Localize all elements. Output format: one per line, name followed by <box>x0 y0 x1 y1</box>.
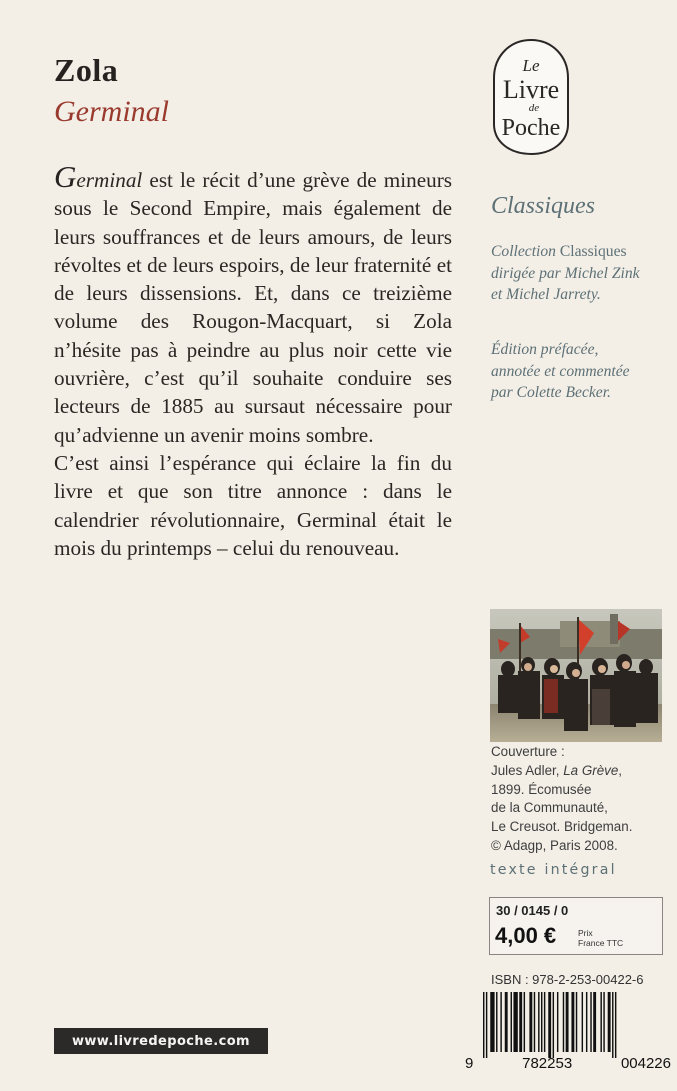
author-name: Zola <box>54 52 119 88</box>
barcode-bar <box>586 992 587 1052</box>
barcode-digit-group-2: 782253 <box>522 1055 573 1072</box>
cover-painting <box>490 609 662 742</box>
barcode-bar <box>505 992 508 1052</box>
blurb-paragraph-1-text: est le récit d’une grève de mineurs sous le Second Empire, mais également de leurs souffrances et de leurs amours, de leurs révoltes et de leurs espoirs, de leur fraternité et de leurs dissensions. Et, dans ce treizième volume des Rougon-Macquart, si Zola n’hésite pas à peindre au plus noir cette vie ouvrière, c’est qu’il souhaite conduire ses lecteurs de 1885 au sursaut nécessaire pour qu’advienne un avenir moins sombre. <box>54 168 452 447</box>
collection-line-3: et Michel Jarrety. <box>491 286 601 303</box>
logo-text-livre: Livre <box>502 75 560 104</box>
cover-credit <box>491 743 671 856</box>
website-link[interactable]: www.livredepoche.com <box>54 1028 268 1054</box>
edition-line-3: par Colette Becker. <box>491 384 611 401</box>
collection-line-2: dirigée par Michel Zink <box>491 264 640 282</box>
barcode-bar <box>603 992 604 1052</box>
price-code: 30 / 0145 / 0 <box>496 903 569 918</box>
isbn: ISBN : 978-2-253-00422-6 <box>491 972 644 987</box>
collection-name: Classiques <box>559 243 627 260</box>
price-label-line-1: Prix <box>578 928 593 938</box>
edition-info <box>491 339 671 404</box>
credit-line-5: Le Creusot. Bridgeman. <box>491 819 633 835</box>
credit-line-2 <box>491 762 671 781</box>
dropcap: G <box>54 159 77 194</box>
blurb-title-rest: erminal <box>76 168 143 192</box>
blurb-paragraph-2: C’est ainsi l’espérance qui éclaire la fin du livre et que son titre annonce : dans le calendrier révolutionnaire, Germinal était le mois du printemps – celui du renouveau. <box>54 450 452 560</box>
barcode-bar <box>486 992 487 1058</box>
barcode-bar <box>612 992 613 1058</box>
barcode-bar <box>590 992 591 1052</box>
credit-work-title: La Grève <box>563 762 619 778</box>
barcode-bar <box>571 992 574 1052</box>
credit-line-6: © Adagp, Paris 2008. <box>491 837 618 853</box>
barcode-bar <box>483 992 484 1058</box>
barcode-bar <box>490 992 494 1052</box>
barcode <box>477 992 667 1058</box>
barcode-bar <box>582 992 583 1052</box>
livre-de-poche-logo <box>490 38 572 156</box>
barcode-digit-group-1: 9 <box>465 1055 474 1072</box>
barcode-bar <box>496 992 497 1052</box>
barcode-bar <box>519 992 522 1052</box>
painting-image <box>490 609 662 742</box>
edition-line-1: Édition préfacée, <box>491 341 599 358</box>
integral-text-label: texte intégral <box>490 862 617 878</box>
barcode-bar <box>548 992 551 1058</box>
barcode-bar <box>511 992 512 1052</box>
barcode-bar <box>513 992 517 1052</box>
series-name: Classiques <box>491 193 596 219</box>
logo-text-de: de <box>528 102 540 114</box>
barcode-bar <box>593 992 596 1052</box>
credit-line-4: de la Communauté, <box>491 800 608 816</box>
barcode-bar <box>608 992 611 1052</box>
barcode-bar <box>538 992 539 1052</box>
barcode-bar <box>500 992 501 1052</box>
barcode-bar <box>553 992 554 1058</box>
book-title: Germinal <box>54 95 169 128</box>
credit-artist: Jules Adler, <box>491 762 564 778</box>
barcode-bar <box>541 992 542 1052</box>
credit-comma: , <box>618 762 623 778</box>
credit-line-1: Couverture : <box>491 744 565 759</box>
blurb-title-word <box>54 159 143 194</box>
price-amount: 4,00 € <box>495 923 557 948</box>
blurb-paragraph-1 <box>54 159 452 449</box>
barcode-bar <box>544 992 545 1052</box>
blurb <box>54 159 452 562</box>
logo-text-le: Le <box>522 56 540 75</box>
barcode-bar <box>563 992 564 1052</box>
barcode-bar <box>615 992 616 1058</box>
price-label <box>578 928 623 948</box>
logo-text-poche: Poche <box>501 115 561 141</box>
barcode-bar <box>524 992 525 1052</box>
price-box <box>489 897 663 955</box>
edition-line-2: annotée et commentée <box>491 362 630 380</box>
collection-info <box>491 241 671 306</box>
collection-prefix: Collection <box>491 243 560 260</box>
price-label-line-2: France TTC <box>578 938 624 948</box>
barcode-digits <box>465 1055 671 1072</box>
barcode-bar <box>534 992 535 1052</box>
barcode-bar <box>557 992 558 1052</box>
barcode-bar <box>576 992 577 1052</box>
credit-line-3: 1899. Écomusée <box>491 781 592 797</box>
collection-line-1 <box>491 241 671 263</box>
barcode-bar <box>600 992 601 1052</box>
barcode-bar <box>529 992 532 1052</box>
barcode-bar <box>566 992 569 1052</box>
barcode-digit-group-3: 004226 <box>620 1055 671 1072</box>
